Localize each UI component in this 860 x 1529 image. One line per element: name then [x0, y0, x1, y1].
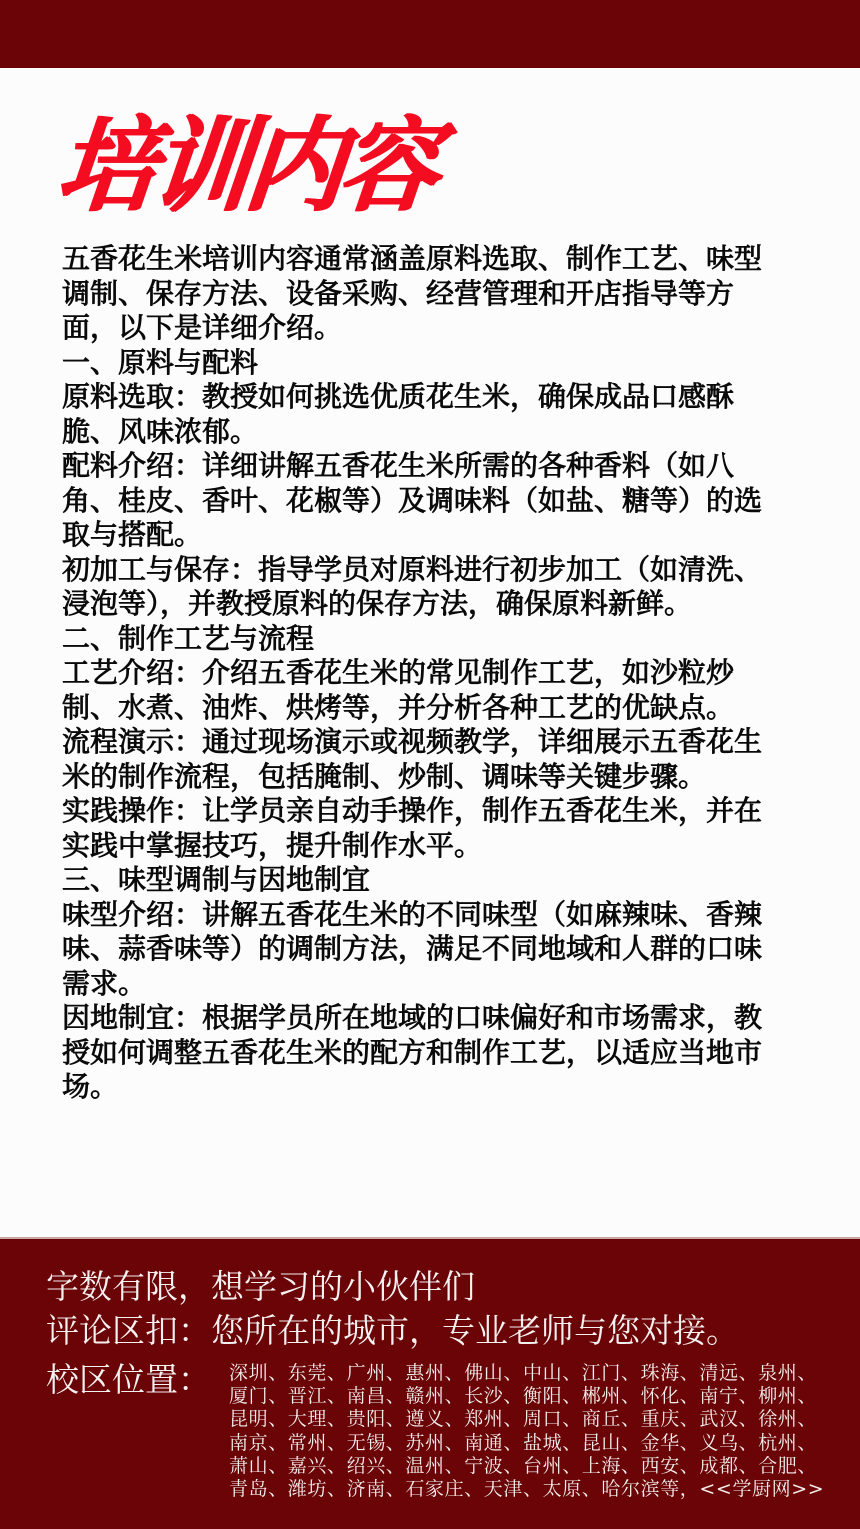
section-heading-1: 一、原料与配料	[62, 345, 259, 379]
section-heading-3: 三、味型调制与因地制宜	[62, 863, 371, 896]
article-body	[62, 242, 782, 1105]
campus-label: 校区位置：	[46, 1360, 211, 1399]
campus-line: 昆明、大理、贵阳、遵义、郑州、周口、商丘、重庆、武汉、徐州、	[229, 1408, 818, 1431]
campus-line: 厦门、晋江、南昌、赣州、长沙、衡阳、郴州、怀化、南宁、柳州、	[229, 1385, 818, 1408]
paragraph: 配料介绍：详细讲解五香花生米所需的各种香料（如八角、桂皮、香叶、花椒等）及调味料（如盐、糖等）的选取与搭配。	[62, 449, 763, 551]
paragraph: 味型介绍：讲解五香花生米的不同味型（如麻辣味、香辣味、蒜香味等）的调制方法，满足不同地域和人群的口味需求。	[62, 897, 763, 1000]
page-title: 培训内容	[51, 107, 441, 227]
footer-cta-line-2: 评论区扣：您所在的城市，专业老师与您对接。	[46, 1311, 739, 1350]
campus-line: 青岛、潍坊、济南、石家庄、天津、太原、哈尔滨等，<<学厨网>>	[229, 1478, 825, 1501]
paragraph: 因地制宜：根据学员所在地域的口味偏好和市场需求，教授如何调整五香花生米的配方和制作工艺，以适应当地市场。	[62, 1001, 763, 1103]
campus-line: 南京、常州、无锡、苏州、南通、盐城、昆山、金华、义乌、杭州、	[229, 1431, 818, 1454]
campus-line: 深圳、东莞、广州、惠州、佛山、中山、江门、珠海、清远、泉州、	[229, 1362, 818, 1384]
paragraph: 工艺介绍：介绍五香花生米的常见制作工艺，如沙粒炒制、水煮、油炸、烘烤等，并分析各种工艺的优缺点。	[62, 656, 735, 724]
paragraph: 流程演示：通过现场演示或视频教学，详细展示五香花生米的制作流程，包括腌制、炒制、调味等关键步骤。	[62, 725, 763, 793]
section-heading-2: 二、制作工艺与流程	[62, 621, 315, 655]
footer-cta-line-1: 字数有限，想学习的小伙伴们	[46, 1267, 475, 1306]
top-banner	[0, 0, 860, 68]
paragraph: 初加工与保存：指导学员对原料进行初步加工（如清洗、浸泡等），并教授原料的保存方法，确保原料新鲜。	[62, 552, 763, 620]
campus-list	[229, 1362, 839, 1501]
paragraph: 原料选取：教授如何挑选优质花生米，确保成品口感酥脆、风味浓郁。	[62, 380, 735, 448]
paragraph: 实践操作：让学员亲自动手操作，制作五香花生米，并在实践中掌握技巧，提升制作水平。	[62, 794, 763, 862]
intro-paragraph: 五香花生米培训内容通常涵盖原料选取、制作工艺、味型调制、保存方法、设备采购、经营管理和开店指导等方面，以下是详细介绍。	[62, 242, 763, 344]
campus-line: 萧山、嘉兴、绍兴、温州、宁波、台州、上海、西安、成都、合肥、	[229, 1454, 818, 1477]
